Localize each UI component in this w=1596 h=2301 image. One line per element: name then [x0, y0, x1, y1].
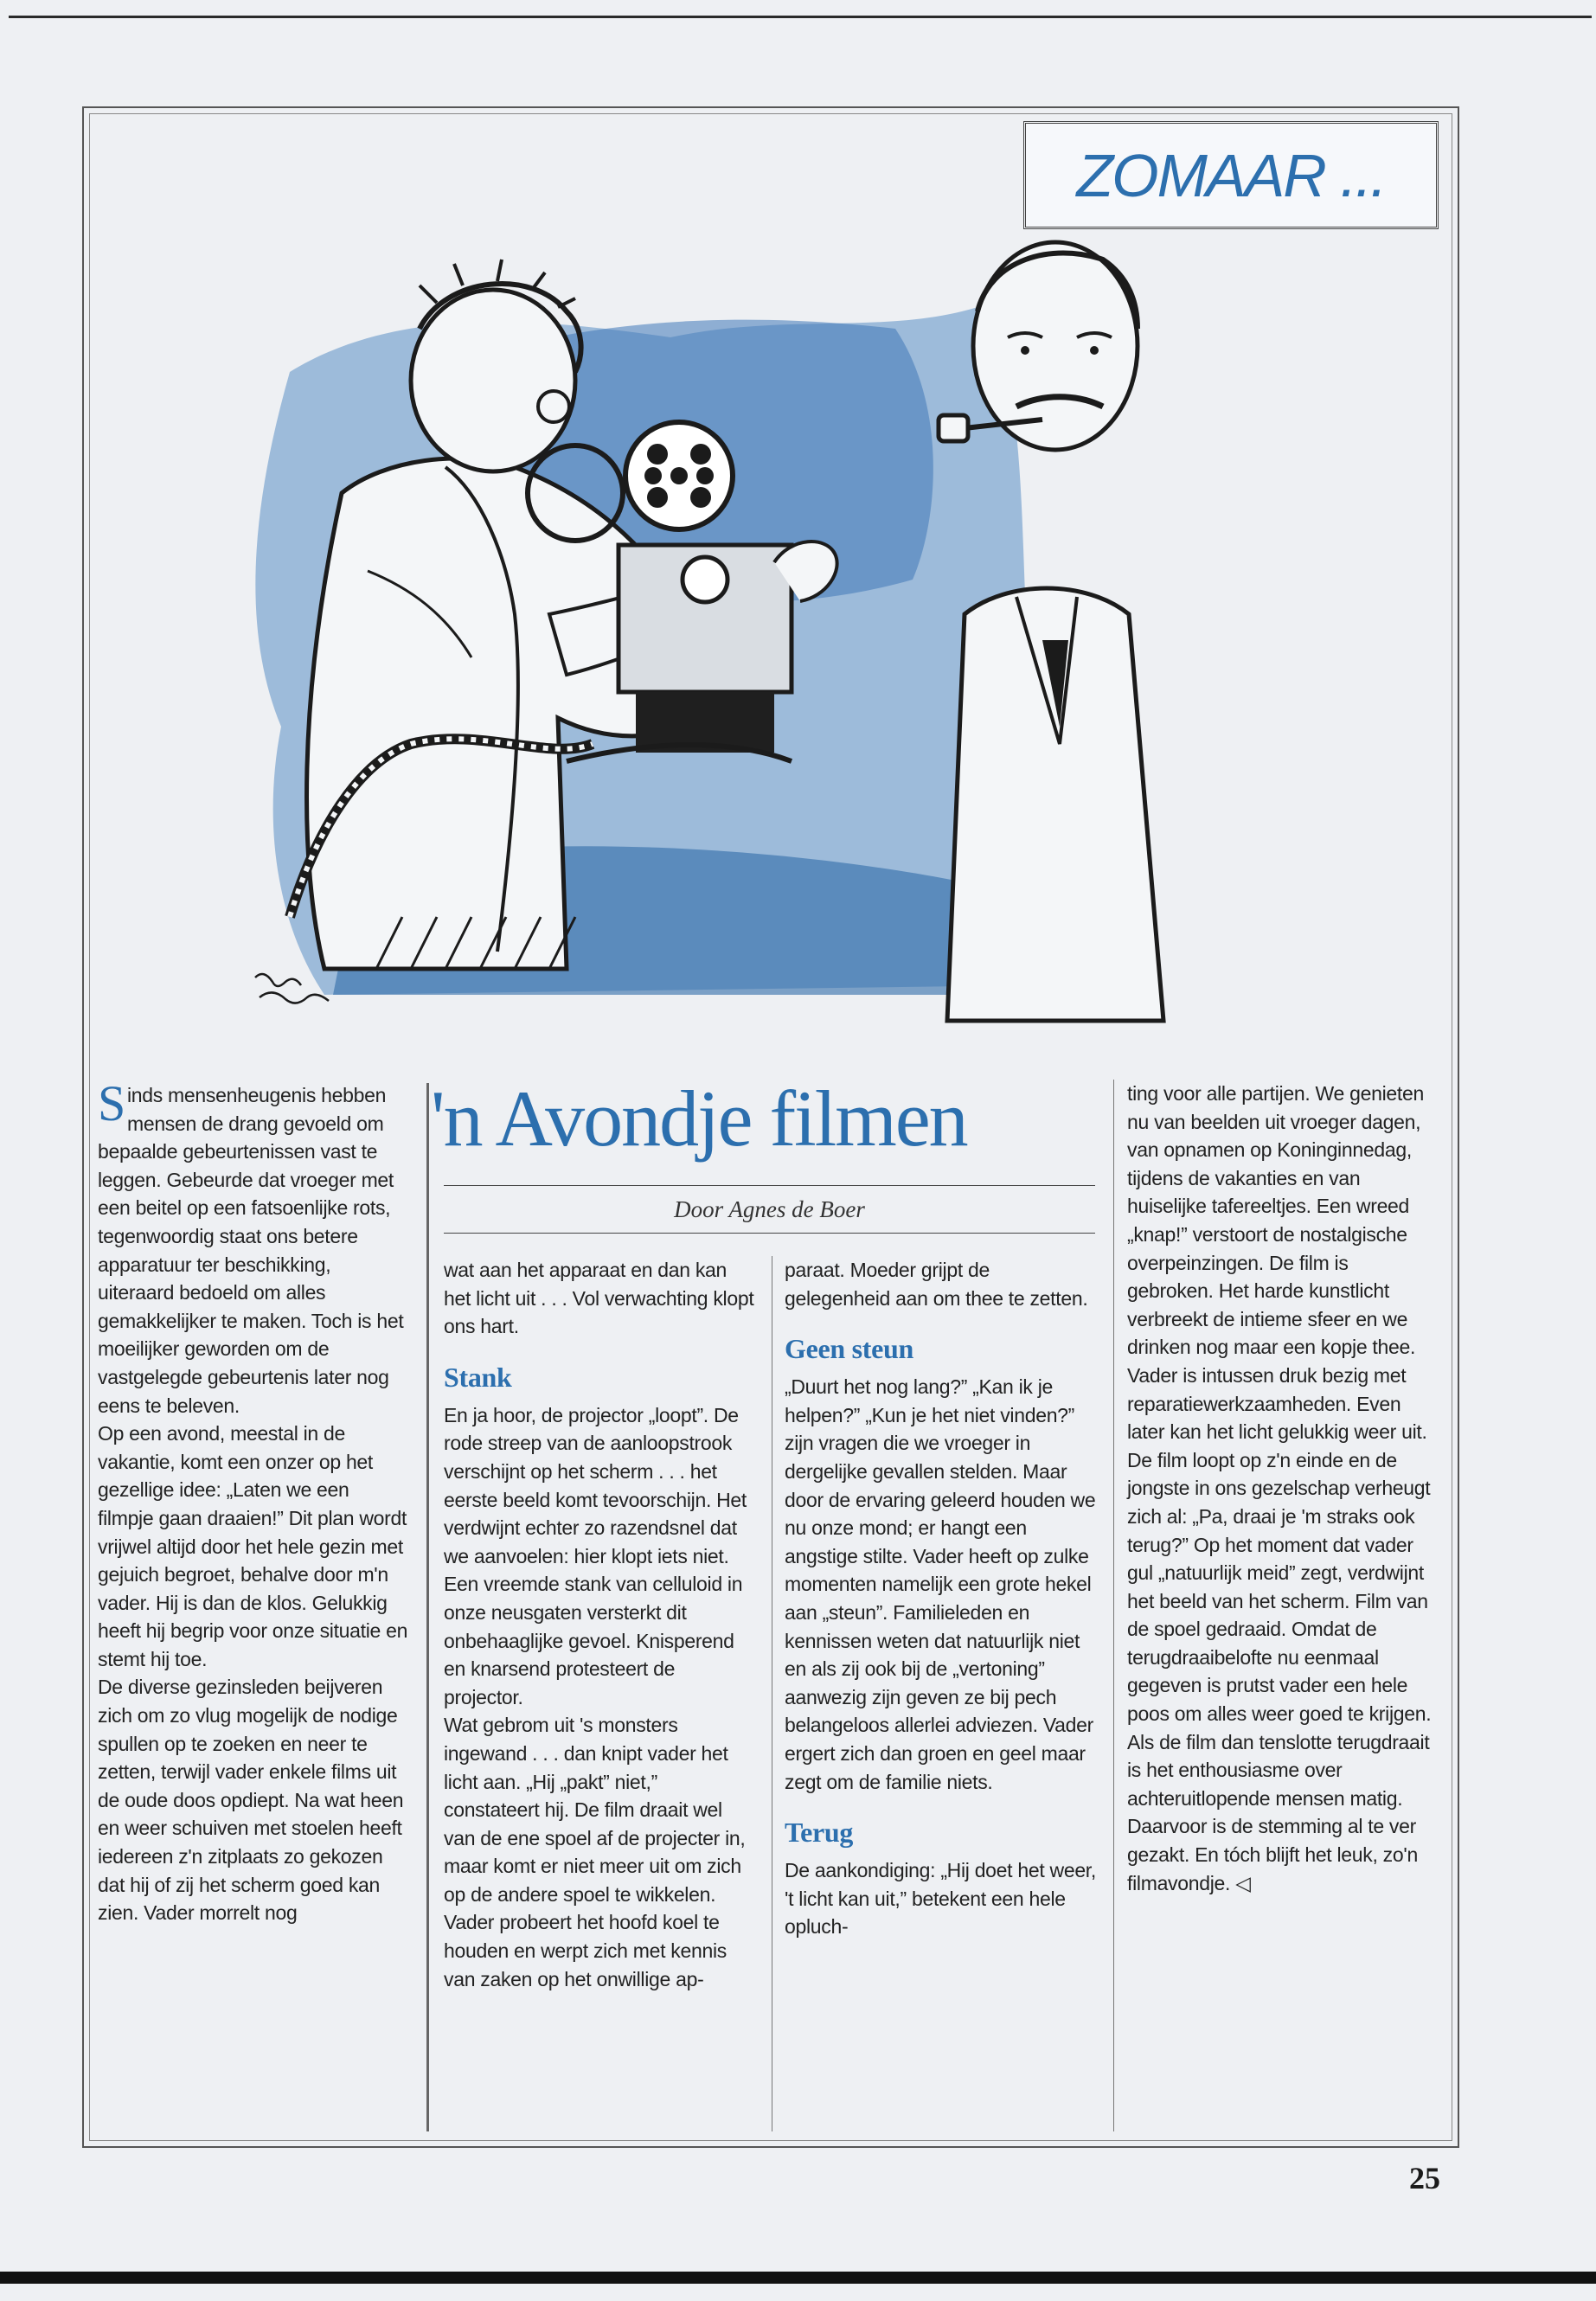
paragraph: De aankondiging: „Hij doet het weer, 't licht kan uit,” betekent een hele opluch-: [785, 1859, 1096, 1939]
artist-signature: [247, 965, 342, 1012]
paragraph: wat aan het apparaat en dan kan het licht uit . . . Vol verwachting klopt ons hart.: [444, 1259, 754, 1338]
page-number: 25: [1409, 2161, 1440, 2195]
byline-top-rule: [444, 1185, 1095, 1186]
article-byline: Door Agnes de Boer: [674, 1196, 865, 1222]
kicker-box: [1023, 121, 1439, 229]
page-top-rule: [9, 16, 1592, 18]
page-bottom-edge: [0, 2272, 1596, 2284]
projector-illustration: [186, 208, 1311, 1047]
paragraph: En ja hoor, de projector „loopt”. De rode streep van de aanloopstrook verschijnt op het scherm . . . het eerste beeld komt tevoorschijn. Het verdwijnt echter zo razendsnel dat we aanvoelen: hier klopt iets niet. Een vreemde stank van celluloid in onze neusgaten versterkt dit onbehaaglijke gevoel. Knisperend en knarsend protesteert de projector.: [444, 1403, 747, 1708]
headline-left-rule: [426, 1083, 429, 2131]
paragraph: ting voor alle partijen. We genieten nu van beelden uit vroeger dagen, van opnamen op Koninginnedag, tijdens de vakanties en van huiselijke tafereeltjes. Een wreed „knap!” verstoort de nostalgische overpeinzingen. De film is gebroken. Het harde kunstlicht verbreekt de intieme sfeer en we drinken nog maar een kopje thee. Vader is intussen druk bezig met reparatiewerkzaamheden. Even later kan het licht gelukkig weer uit.: [1127, 1082, 1427, 1444]
paragraph: „Duurt het nog lang?” „Kan ik je helpen?” „Kun je het niet vinden?” zijn vragen die we vroeger in dergelijke gevallen stelden. Maar door de ervaring geleerd houden we nu onze mond; er hangt een angstige stilte. Vader heeft op zulke momenten namelijk een grote hekel aan „steun”. Familieleden en kennissen weten dat natuurlijk niet en als zij ook bij de „vertoning” aanwezig zijn geven ze bij pech belangeloos allerlei adviezen. Vader ergert zich dan groen en geel maar zegt om de familie niets.: [785, 1375, 1096, 1793]
subheading: Terug: [785, 1817, 854, 1849]
subheading: Geen steun: [785, 1333, 914, 1365]
lead-paragraph: Sinds mensenheugenis hebben mensen de drang gevoeld om bepaalde gebeurtenissen vast te leggen. Gebeurde dat vroeger met een beitel op een fatsoenlijke rots, tegenwoordig staat ons betere apparatuur ter beschikking, uiteraard bedoeld om alles gemakkelijker te maken. Toch is het moeilijker geworden om de vastgelegde gebeurtenis later nog eens te beleven.: [98, 1075, 404, 1417]
byline-bottom-rule: [444, 1233, 1095, 1234]
paragraph: Wat gebrom uit 's monsters ingewand . . . dan knipt vader het licht aan. „Hij „pakt” niet,” constateert hij. De film draait wel van de ene spoel af de projecter in, maar komt er niet meer uit om zich op de andere spoel te wikkelen. Vader probeert het hoofd koel te houden en werpt zich met kennis van zaken op het onwillige ap-: [444, 1714, 746, 1990]
paragraph: De diverse gezinsleden beijveren zich om zo vlug mogelijk de nodige spullen op te zoeken en neer te zetten, terwijl vader enkele films uit de oude doos opdiept. Na wat heen en weer schuiven met stoelen heeft iedereen z'n zitplaats zo gekozen dat hij of zij het scherm goed kan zien. Vader morrelt nog: [98, 1676, 404, 1925]
paragraph: De film loopt op z'n einde en de jongste in ons gezelschap verheugt zich al: „Pa, draai je 'm straks ook terug?” Op het moment dat vader gul „natuurlijk meid” zegt, verdwijnt het beeld van het scherm. Film van de spoel gedraaid. Omdat de terugdraaibelofte nu eenmaal gegeven is prutst vader een hele poos om alles weer goed te krijgen. Als de film dan tenslotte terugdraait is het enthousiasme over achteruitlopende mensen matig. Daarvoor is de stemming al te ver gezakt. En tóch blijft het leuk, zo'n filmavondje. ◁: [1127, 1448, 1432, 1894]
article-title: 'n Avondje filmen: [431, 1074, 967, 1163]
kicker-label: ZOMAAR ...: [1076, 141, 1386, 209]
paragraph: Op een avond, meestal in de vakantie, komt een onzer op het gezellige idee: „Laten we een filmpje gaan draaien!” Dit plan wordt vrijwel altijd door het hele gezin met gejuich begroet, behalve door m'n vader. Hij is dan de klos. Gelukkig heeft hij begrip voor onze situatie en stemt hij toe.: [98, 1422, 408, 1670]
drop-cap: S: [98, 1075, 125, 1131]
article-column-4: [1127, 1080, 1439, 1897]
article-column-3: [785, 1256, 1096, 1941]
column-rule: [1113, 1080, 1114, 2131]
paragraph: paraat. Moeder grijpt de gelegenheid aan om thee te zetten.: [785, 1259, 1088, 1310]
subheading: Stank: [444, 1361, 512, 1393]
article-column-1: [98, 1075, 409, 1927]
article-column-2: [444, 1256, 755, 1993]
